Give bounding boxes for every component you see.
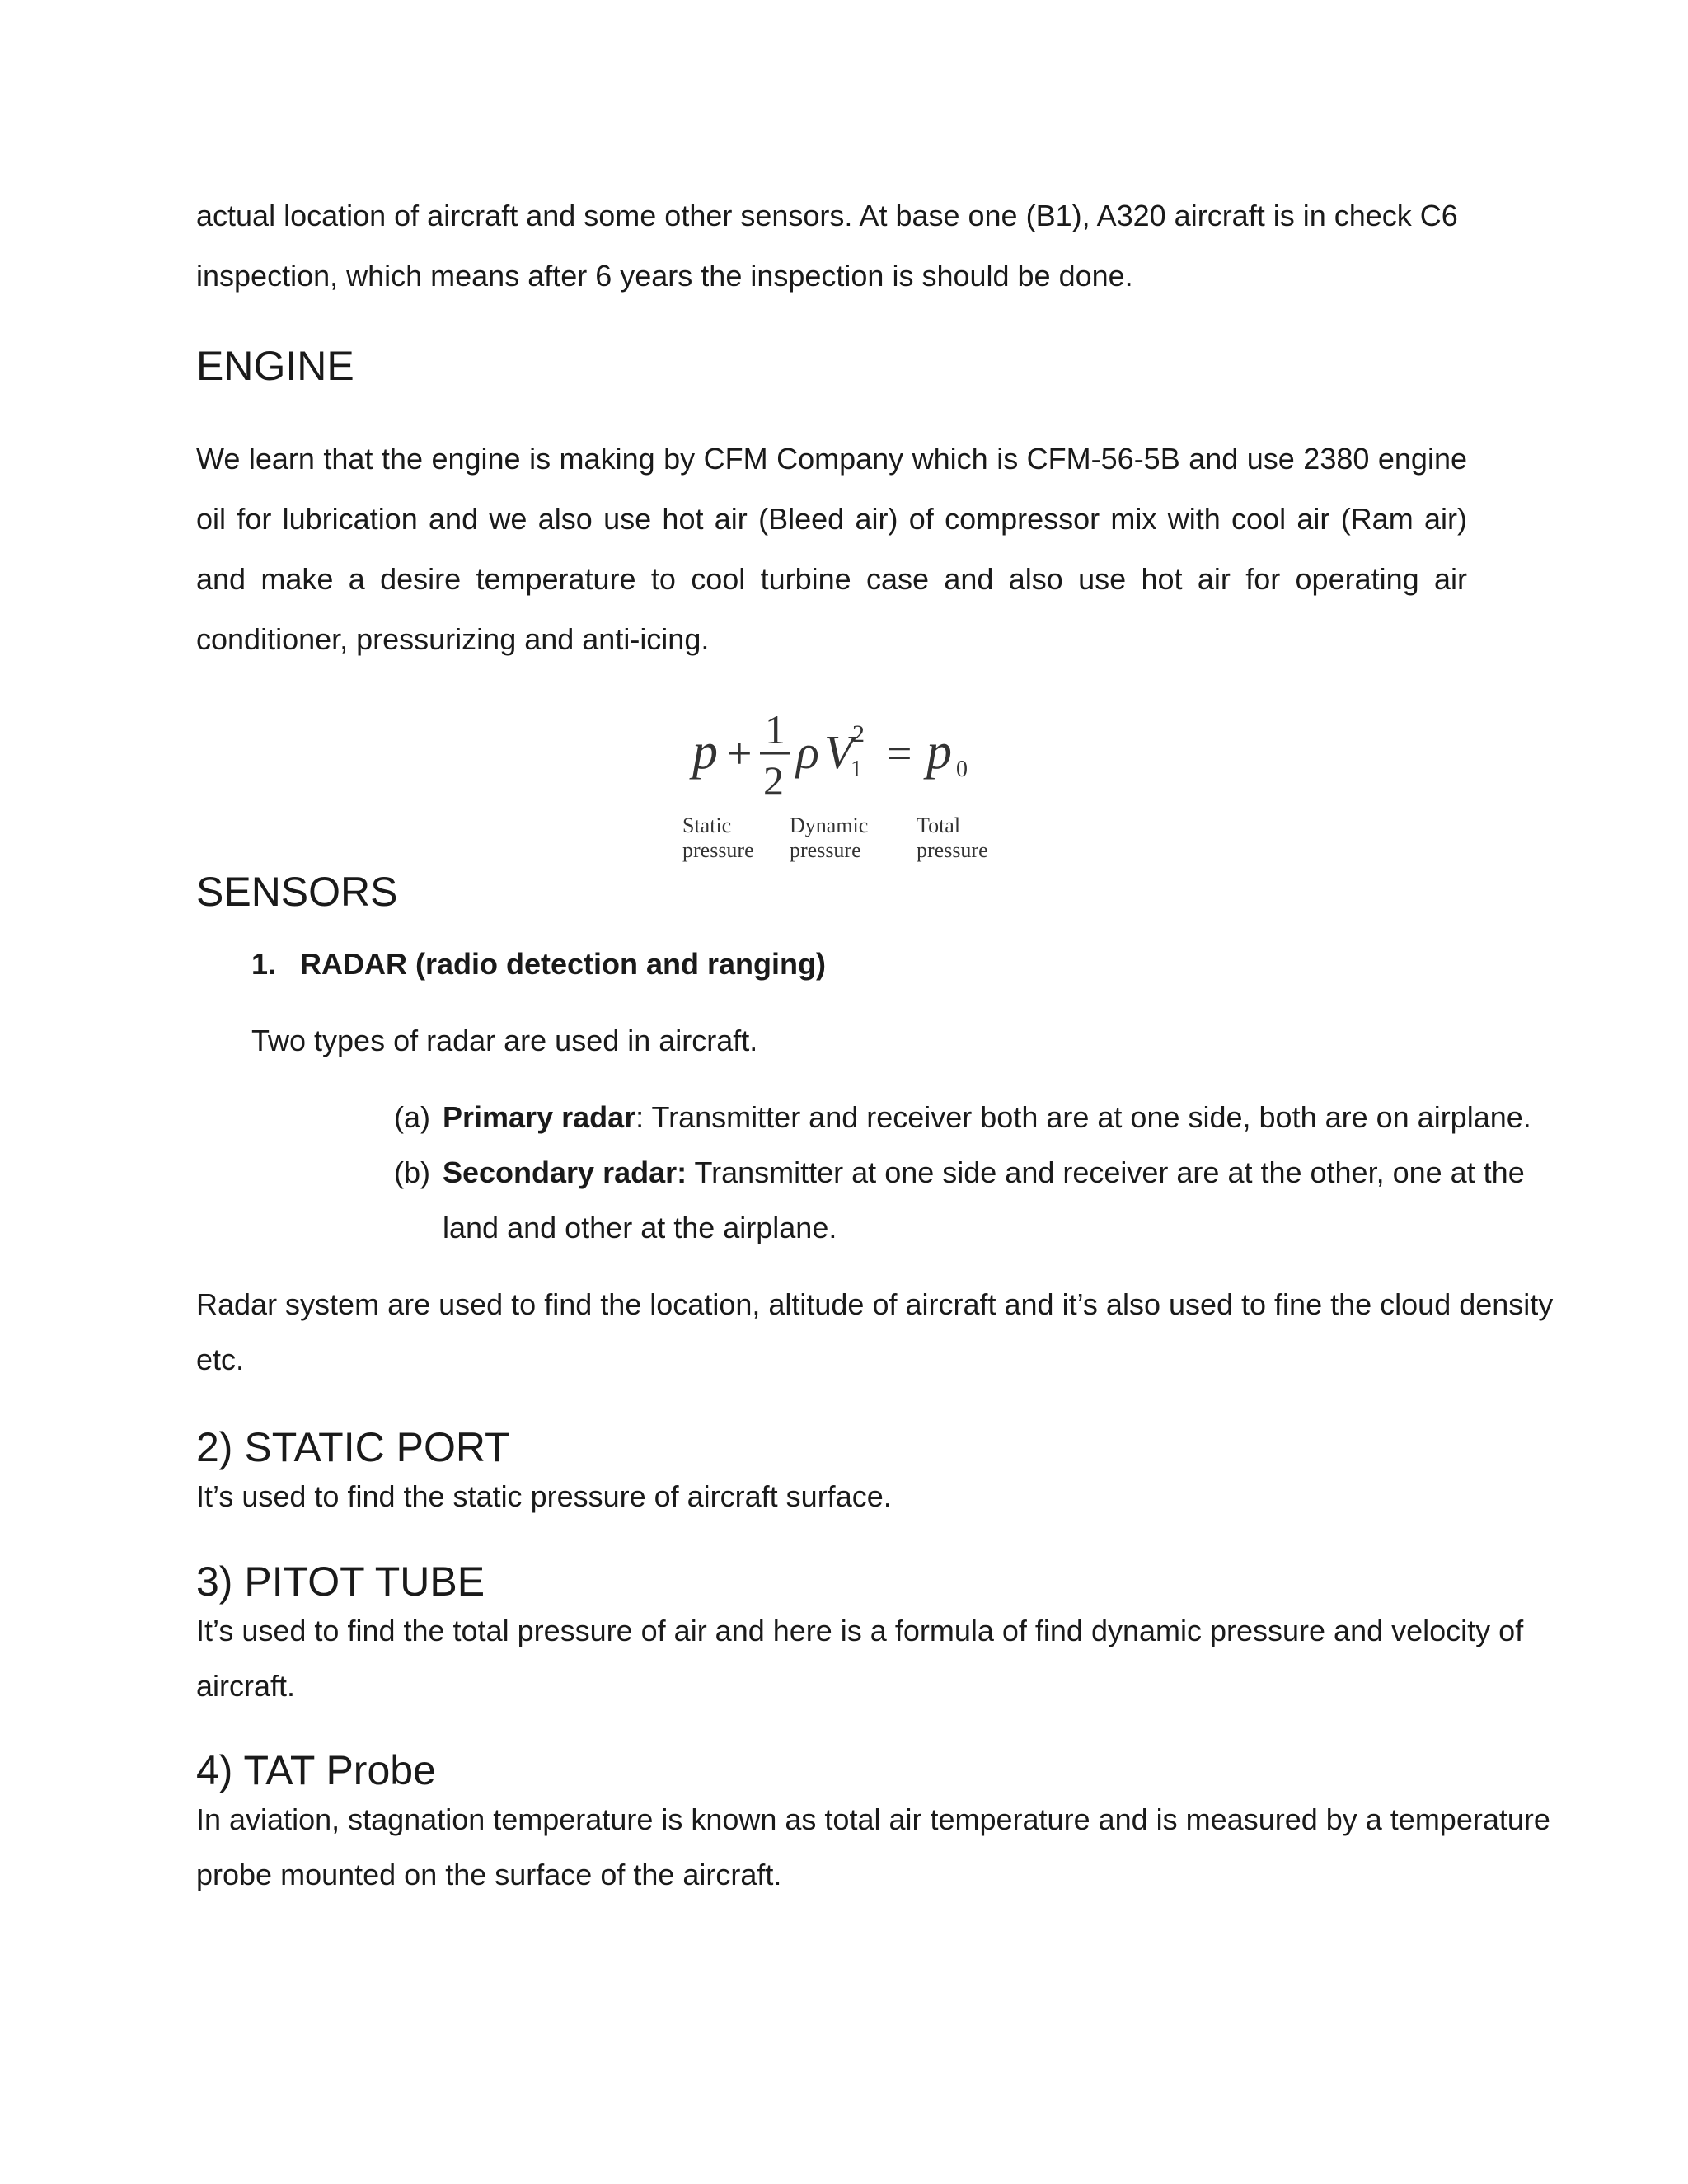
- radar-item-a-term: Primary radar: [443, 1100, 636, 1134]
- formula-equals: =: [887, 729, 912, 778]
- formula-label-static-1: Static: [682, 813, 732, 837]
- bernoulli-formula: [676, 701, 1006, 898]
- radar-title: RADAR (radio detection and ranging): [300, 947, 826, 981]
- formula-p0: p: [926, 724, 952, 780]
- formula-plus: +: [727, 729, 753, 778]
- radar-number: 1.: [251, 947, 277, 981]
- radar-item-a: [443, 1099, 1531, 1136]
- formula-label-dynamic-2: pressure: [790, 838, 861, 862]
- sensors-heading: SENSORS: [196, 869, 398, 915]
- radar-item-b-marker: (b): [394, 1155, 430, 1189]
- radar-summary-line-1: Radar system are used to find the location, altitude of aircraft and it’s also used to fine the cloud density: [196, 1287, 1554, 1321]
- formula-label-static-2: pressure: [682, 838, 754, 862]
- tat-heading: 4) TAT Probe: [196, 1747, 436, 1793]
- radar-item-a-text: : Transmitter and receiver both are at one side, both are on airplane.: [635, 1100, 1531, 1134]
- tat-line-1: In aviation, stagnation temperature is known as total air temperature and is measured by a temperature: [196, 1802, 1550, 1836]
- engine-line-4: conditioner, pressurizing and anti-icing.: [196, 622, 710, 656]
- intro-line-1: actual location of aircraft and some other sensors. At base one (B1), A320 aircraft is in check C6: [196, 199, 1458, 232]
- radar-item-a-marker: (a): [394, 1100, 430, 1134]
- engine-heading: ENGINE: [196, 343, 354, 389]
- radar-item-b-term: Secondary radar:: [443, 1155, 687, 1189]
- engine-line-3: and make a desire temperature to cool turbine case and also use hot air for operating air: [196, 562, 1467, 596]
- engine-line-2: oil for lubrication and we also use hot air (Bleed air) of compressor mix with cool air (Ram air): [196, 502, 1467, 536]
- formula-label-total-1: Total: [917, 813, 961, 837]
- static-port-text: It’s used to find the static pressure of aircraft surface.: [196, 1479, 892, 1513]
- formula-p: p: [692, 724, 718, 780]
- formula-sub1: 1: [851, 757, 862, 782]
- radar-intro: Two types of radar are used in aircraft.: [251, 1024, 758, 1057]
- formula-v: V: [824, 725, 854, 779]
- formula-sup2: 2: [852, 720, 865, 748]
- engine-line-1: We learn that the engine is making by CFM Company which is CFM-56-5B and use 2380 engine: [196, 442, 1467, 476]
- formula-rho: ρ: [796, 725, 819, 779]
- intro-line-2: inspection, which means after 6 years the inspection is should be done.: [196, 259, 1133, 293]
- radar-item-b-continued: land and other at the airplane.: [443, 1211, 837, 1244]
- formula-numerator: 1: [765, 706, 785, 752]
- pitot-line-2: aircraft.: [196, 1669, 296, 1703]
- radar-summary-line-2: etc.: [196, 1343, 245, 1376]
- radar-item-b: [443, 1155, 1525, 1191]
- tat-line-2: probe mounted on the surface of the aircraft.: [196, 1858, 782, 1891]
- pitot-heading: 3) PITOT TUBE: [196, 1558, 485, 1605]
- formula-denominator: 2: [763, 757, 784, 804]
- static-port-heading: 2) STATIC PORT: [196, 1424, 510, 1470]
- formula-label-dynamic-1: Dynamic: [790, 813, 869, 837]
- radar-item-b-text: Transmitter at one side and receiver are at the other, one at the: [687, 1155, 1525, 1189]
- pitot-line-1: It’s used to find the total pressure of air and here is a formula of find dynamic pressure and velocity of: [196, 1614, 1524, 1647]
- formula-label-total-2: pressure: [917, 838, 988, 862]
- formula-sub0: 0: [956, 757, 968, 782]
